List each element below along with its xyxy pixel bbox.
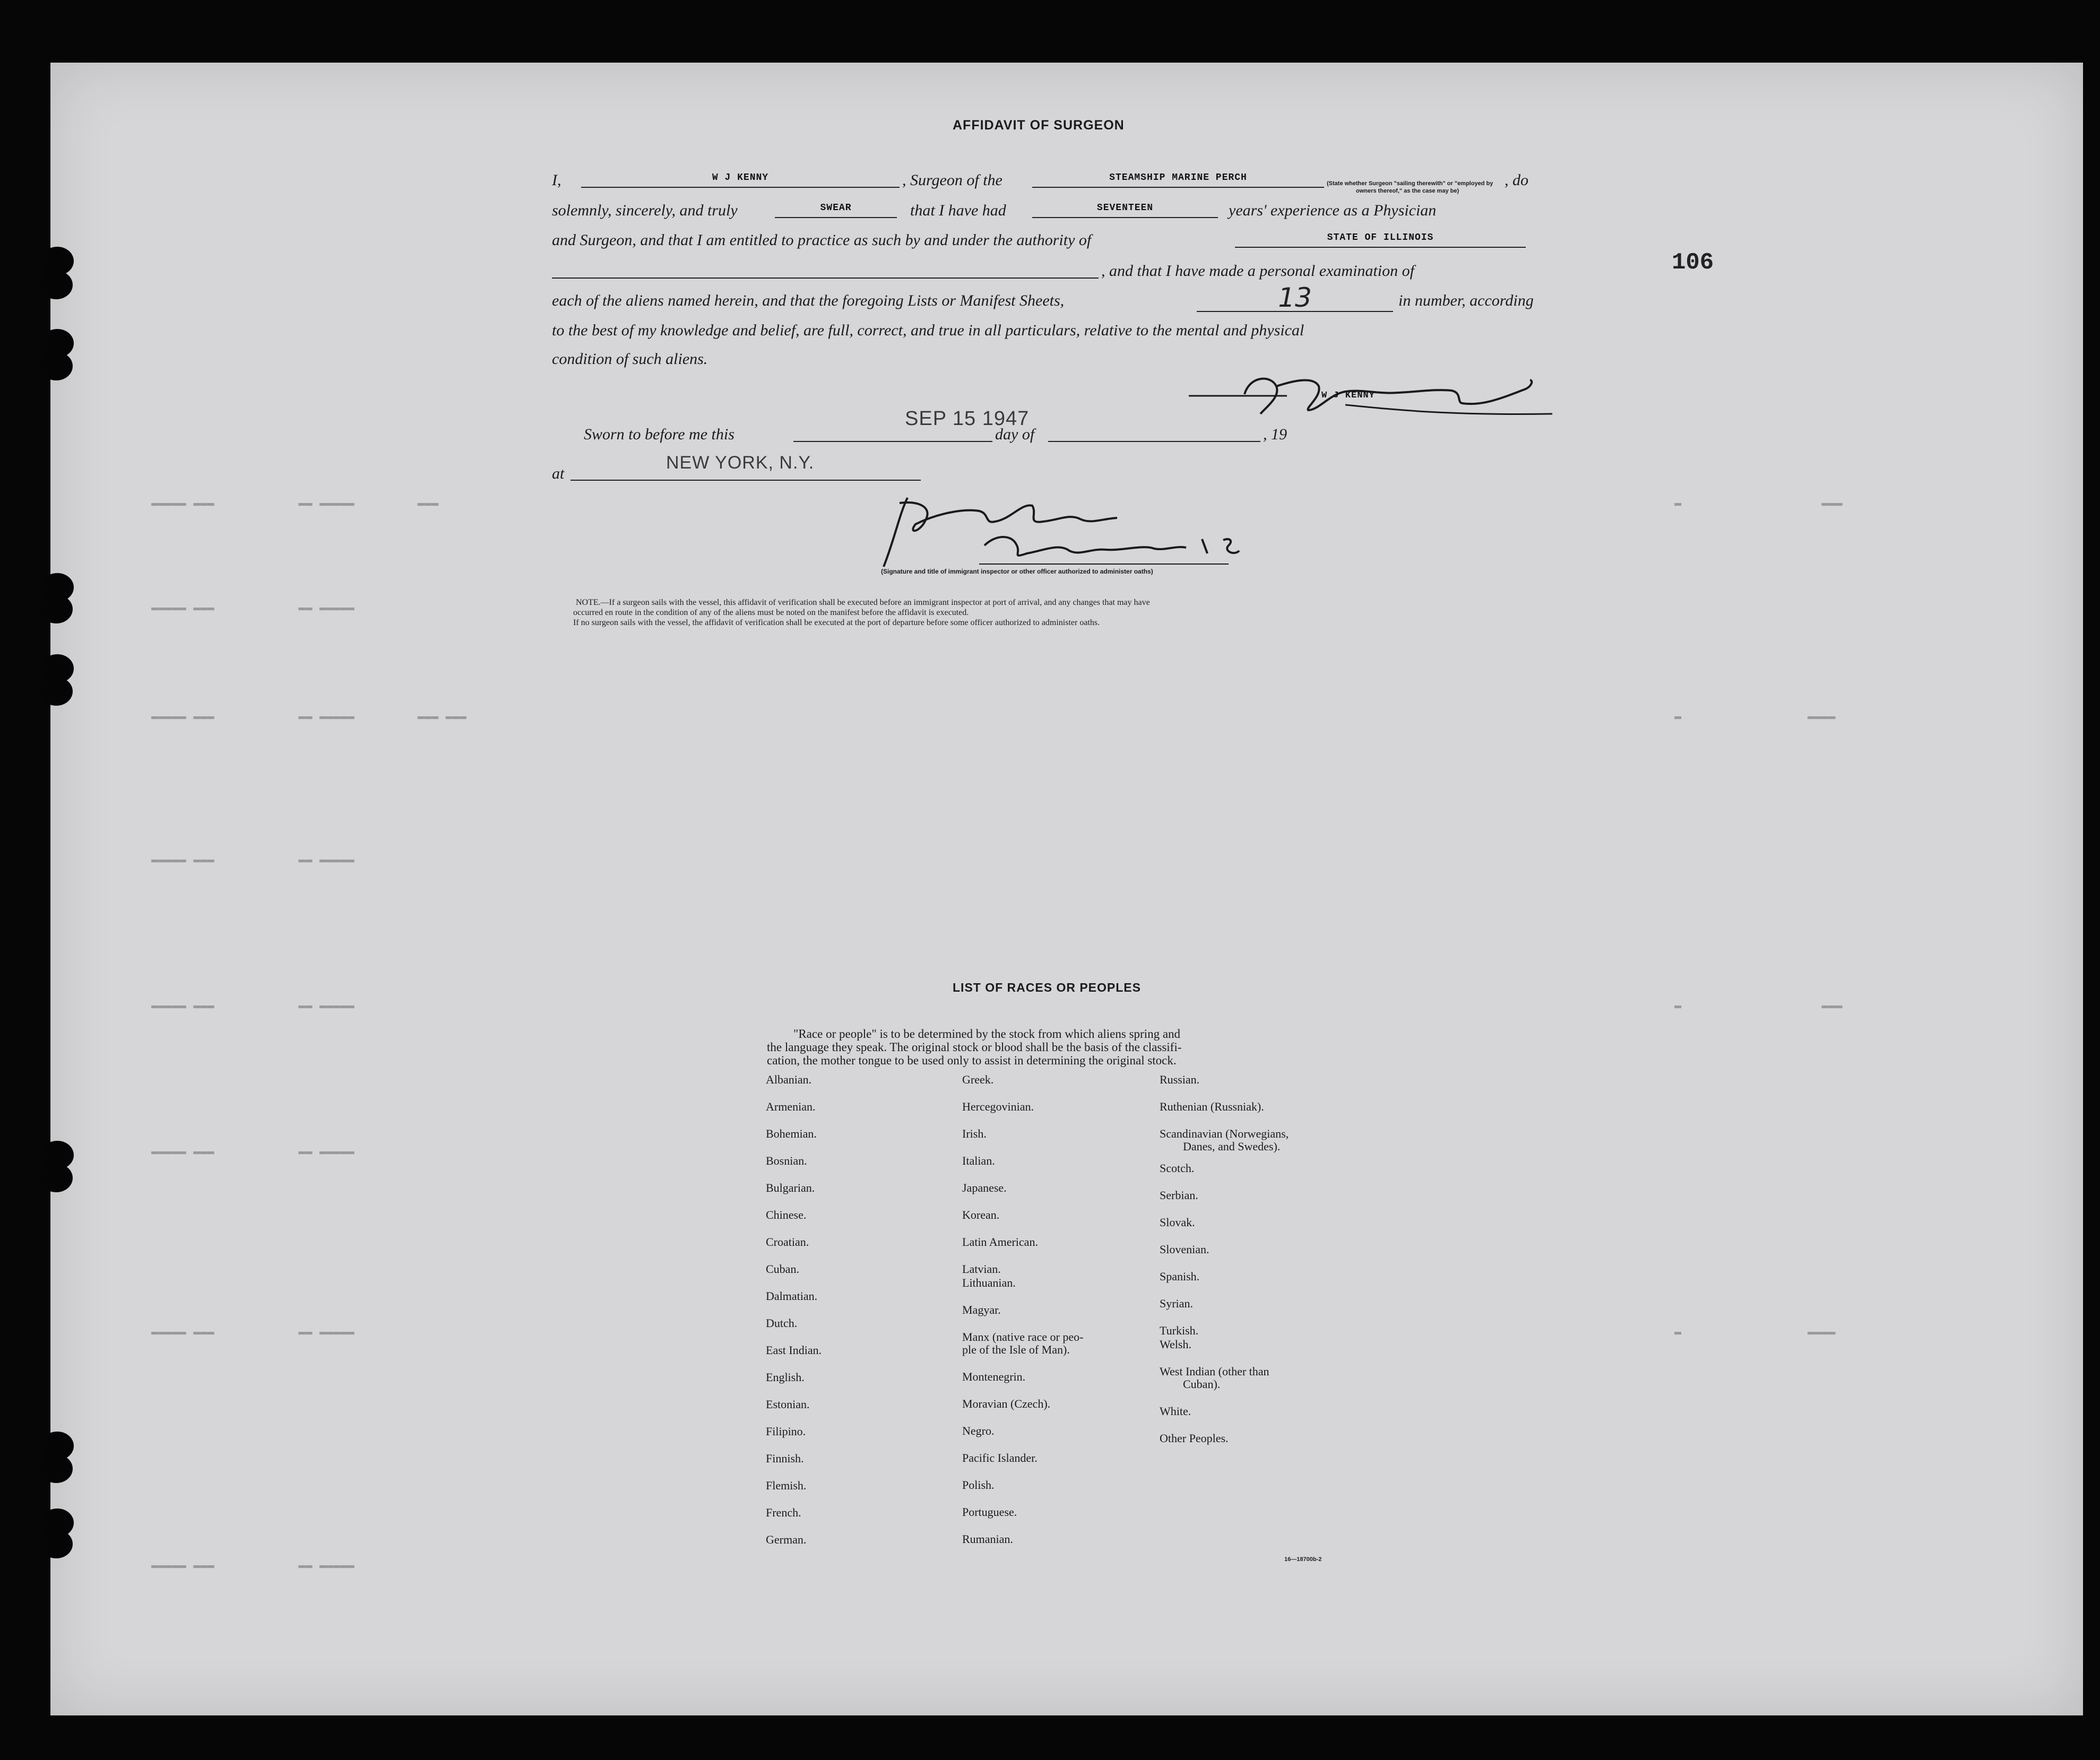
races-intro: cation, the mother tongue to be used only to assist in determining the original stock. [767, 1054, 1177, 1067]
race-item: English. [766, 1371, 805, 1384]
affidavit-text: , and that I have made a personal examination of [1101, 262, 1414, 280]
sworn-month-field [1048, 423, 1260, 442]
affidavit-text: in number, according [1398, 292, 1534, 309]
affidavit-text: that I have had [910, 202, 1006, 219]
sworn-text: day of [995, 426, 1035, 443]
race-item: Montenegrin. [962, 1370, 1026, 1383]
race-item: Spanish. [1160, 1270, 1200, 1283]
race-item: Finnish. [766, 1452, 804, 1465]
form-code: 16—18700b-2 [1284, 1556, 1322, 1563]
race-item: Welsh. [1160, 1338, 1191, 1351]
race-item: Albanian. [766, 1073, 812, 1086]
affidavit-text: I, [552, 171, 561, 189]
affidavit-note: NOTE.—If a surgeon sails with the vessel, this affidavit of verification shall be executed before an immigrant inspector at port of arrival, and any changes that may have [576, 598, 1150, 607]
race-item: East Indian. [766, 1343, 822, 1357]
place-stamp: NEW YORK, N.Y. [666, 453, 815, 473]
races-title: LIST OF RACES OR PEOPLES [953, 981, 1141, 994]
race-item: Dalmatian. [766, 1289, 818, 1303]
race-item: Lithuanian. [962, 1276, 1016, 1289]
manifest-page: ▬▬▬▬▬ ▬▬▬ ▬▬ ▬▬▬▬▬ ▬▬▬ ▬▬▬▬▬ ▬▬▬ ▬▬ ▬▬▬▬▬ ▬▬▬▬▬ ▬▬▬ ▬▬ ▬▬▬▬▬ ▬▬▬ ▬▬▬ ▬▬▬▬▬ ▬▬▬ ▬▬ ▬▬▬▬▬ ▬▬▬▬▬ ▬▬▬ ▬▬ ▬▬▬▬▬ ▬▬▬▬▬ ▬▬▬ ▬▬ ▬▬▬▬▬ ▬▬▬▬▬ ▬▬▬ ▬▬ ▬▬▬▬▬ ▬▬▬▬▬ ▬▬▬ ▬▬ ▬▬▬▬▬ ▬ ▬▬▬ ▬ ▬▬▬▬ ▬ ▬▬▬ ▬ ▬▬▬▬ 106 AFFIDAVIT OF SURGEON I, W J KENNY , Surgeon of the STEAMSHIP MARINE PERCH (State whether Surgeon "sailing therewith" or "employed by owners thereof," as the case may be) , do solemnly, sincerely, and truly SWEAR that I have had SEVENTEEN years' experience as a Physician and Surgeon, and that I am entitled to practice as such by and under the authority of STATE OF ILLINOIS , and that I have made a personal examination of each of the aliens named herein, and that the foregoing Lists or Manifest Sheets, 13 in number, according to the best of my knowledge and belief, are full, correct, and true in all particulars, relative to the mental and physical condition of such aliens. W J KENNY Sworn to before me this SEP 15 1947 day of , 19 at NEW YORK, N.Y. (Signature and title of immigrant inspector or other officer authorized to administer oaths) NOTE.—If a surgeon sails with the vessel, this affidavit of verification shall be executed before an immigrant inspector at port of arrival, and any changes that may have occurred en route in the condition of any of the aliens must be noted on the manifest before the affidavit is executed. If no surgeon sails with the vessel, the affidavit of verification shall be executed at the port of departure before some officer authorized to administer oaths. LIST OF RACES OR PEOPLES "Race or people" is to be determined by the stock from which aliens spring and the language they speak. The original stock or blood shall be the basis of the classifi- cation, the mother tongue to be used only to assist in determining the original stock. Albanian. Armenian. Bohemian. Bosnian. Bulgarian. Chinese. Croatian. Cuban. Dalmatian. Dutch. East Indian. English. Estonian. Filipino. Finnish. Flemish. French. German. Greek. Hercegovinian. Irish. Italian. Japanese. Korean. Latin American. Latvian. Lithuanian. Magyar. Manx (native race or peo- ple of the Isle of Man). Montenegrin. Moravian (Czech). Negro. Pacific Islander. Polish. Portuguese. Rumanian. Russian. Ruthenian (Russniak). Scandinavian (Norwegians, Danes, and Swedes). Scotch. Serbian. Slovak. Slovenian. Spanish. Syrian. Turkish. Welsh. West Indian (other than Cuban). White. Other Peoples. 16—18700b-2 [50, 63, 2083, 1715]
race-item: Bosnian. [766, 1154, 807, 1167]
race-item: Armenian. [766, 1100, 816, 1113]
race-item: Moravian (Czech). [962, 1397, 1051, 1410]
punch-hole [40, 1454, 73, 1483]
punch-hole [40, 1530, 73, 1558]
race-item: Korean. [962, 1208, 1000, 1221]
race-item: Scotch. [1160, 1161, 1195, 1175]
affidavit-text: each of the aliens named herein, and that the foregoing Lists or Manifest Sheets, [552, 292, 1065, 309]
punch-hole [40, 595, 73, 623]
races-intro: "Race or people" is to be determined by the stock from which aliens spring and [793, 1027, 1181, 1041]
race-item: French. [766, 1506, 801, 1519]
race-item: Bulgarian. [766, 1181, 815, 1194]
affidavit-note: occurred en route in the condition of any of the aliens must be noted on the manifest before the affidavit is executed. [573, 608, 969, 617]
sworn-text: Sworn to before me this [584, 426, 734, 443]
punch-hole [40, 271, 73, 299]
race-item: Rumanian. [962, 1532, 1013, 1546]
surgeon-signature-typed: W J KENNY [1321, 391, 1375, 401]
race-item: Ruthenian (Russniak). [1160, 1100, 1264, 1113]
punch-hole [40, 352, 73, 380]
race-item: Pacific Islander. [962, 1451, 1038, 1464]
race-item: Estonian. [766, 1398, 810, 1411]
page-number: 106 [1672, 249, 1714, 276]
race-item: Filipino. [766, 1425, 806, 1438]
officer-caption: (Signature and title of immigrant inspector or other officer authorized to administer oaths) [881, 568, 1153, 575]
race-item: Slovenian. [1160, 1243, 1209, 1256]
races-column-2 [962, 1073, 1083, 1560]
affidavit-text: condition of such aliens. [552, 350, 708, 368]
race-item: Syrian. [1160, 1297, 1193, 1310]
races-intro: the language they speak. The original stock or blood shall be the basis of the classifi- [767, 1041, 1182, 1054]
race-item: Japanese. [962, 1181, 1007, 1194]
race-item: Cuban. [766, 1262, 799, 1276]
affidavit-text: solemnly, sincerely, and truly [552, 202, 738, 219]
affidavit-text: , do [1505, 171, 1528, 189]
years-field: SEVENTEEN [1032, 199, 1218, 218]
vessel-note: (State whether Surgeon "sailing therewith" or "employed by [1327, 180, 1493, 187]
vessel-note: owners thereof," as the case may be) [1356, 188, 1459, 194]
surgeon-signature [1186, 365, 1568, 423]
race-item: Turkish. [1160, 1324, 1199, 1337]
race-item: Scandinavian (Norwegians, [1160, 1127, 1289, 1140]
race-item: Italian. [962, 1154, 995, 1167]
affidavit-text: and Surgeon, and that I am entitled to practice as such by and under the authority of [552, 231, 1092, 249]
affidavit-text: , Surgeon of the [902, 171, 1003, 189]
race-item: Slovak. [1160, 1216, 1195, 1229]
authority-field: STATE OF ILLINOIS [1235, 229, 1526, 248]
affidavit-text: years' experience as a Physician [1229, 202, 1437, 219]
affidavit-note: If no surgeon sails with the vessel, the affidavit of verification shall be executed at the port of departure before some officer authorized to administer oaths. [573, 618, 1100, 627]
race-item: White. [1160, 1404, 1191, 1418]
race-item: Negro. [962, 1424, 995, 1437]
surgeon-name-field: W J KENNY [581, 169, 900, 188]
authority-field-continued [552, 259, 1099, 279]
race-item: Hercegovinian. [962, 1100, 1034, 1113]
sworn-date-stamp: SEP 15 1947 [905, 408, 1030, 430]
affidavit-title: AFFIDAVIT OF SURGEON [953, 118, 1125, 133]
punch-hole [40, 1164, 73, 1192]
race-item: Serbian. [1160, 1189, 1198, 1202]
race-item: West Indian (other than [1160, 1365, 1269, 1378]
sheets-field: 13 [1197, 284, 1393, 312]
race-item: Magyar. [962, 1303, 1001, 1316]
race-item: Polish. [962, 1478, 995, 1492]
place-label: at [552, 465, 565, 482]
race-item: ple of the Isle of Man). [962, 1343, 1070, 1356]
sworn-text: , 19 [1263, 426, 1287, 443]
race-item: Latvian. [962, 1262, 1001, 1276]
race-item: Croatian. [766, 1235, 809, 1249]
race-item: Russian. [1160, 1073, 1200, 1086]
race-item: Danes, and Swedes). [1183, 1140, 1281, 1153]
vessel-field: STEAMSHIP MARINE PERCH [1032, 169, 1324, 188]
race-item: Flemish. [766, 1479, 807, 1492]
race-item: Latin American. [962, 1235, 1038, 1249]
punch-hole [40, 677, 73, 706]
race-item: Bohemian. [766, 1127, 817, 1140]
race-item: Irish. [962, 1127, 987, 1140]
race-item: Manx (native race or peo- [962, 1330, 1084, 1343]
race-item: Cuban). [1183, 1377, 1221, 1391]
race-item: Other Peoples. [1160, 1432, 1229, 1445]
race-item: Dutch. [766, 1316, 798, 1330]
races-column-1 [766, 1073, 822, 1560]
race-item: Chinese. [766, 1208, 807, 1221]
race-item: Portuguese. [962, 1505, 1017, 1519]
race-item: German. [766, 1533, 807, 1546]
race-item: Greek. [962, 1073, 994, 1086]
oath-field: SWEAR [775, 199, 897, 218]
affidavit-text: to the best of my knowledge and belief, are full, correct, and true in all particulars, relative to the mental and physical [552, 322, 1304, 339]
races-column-3 [1160, 1073, 1289, 1459]
